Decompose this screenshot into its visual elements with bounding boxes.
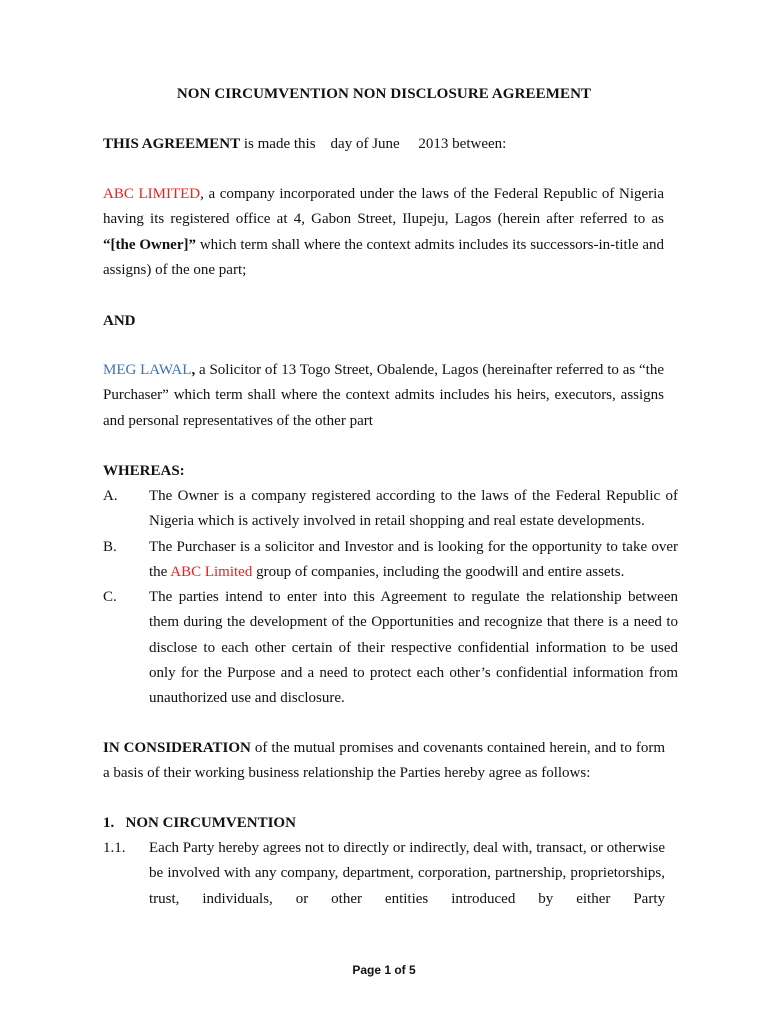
- consideration-lead: IN CONSIDERATION: [103, 740, 251, 756]
- party1-text-b: which term shall where the context admits includes its successors-in-title and assigns) of the one part;: [103, 236, 664, 278]
- intro-text: is made this day of June 2013 between:: [240, 136, 507, 152]
- party1-text-a: , a company incorporated under the laws of the Federal Republic of Nigeria having its registered office at 4, Gabon Street, Ilupeju, Lagos (herein after referred to as: [103, 186, 664, 228]
- party1-owner: “[the Owner]”: [103, 236, 196, 253]
- party2-text: a Solicitor of 13 Togo Street, Obalende, Lagos (hereinafter referred to as “the Purchaser” which term shall where the context admits includes his heirs, executors, assigns and personal representatives of the other part: [103, 362, 665, 429]
- clause-1-1-label: 1.1.: [103, 840, 126, 856]
- intro-paragraph: [103, 132, 664, 157]
- whereas-label-a: A.: [103, 488, 118, 504]
- party1-name: ABC LIMITED: [103, 186, 201, 202]
- consideration-paragraph: [103, 736, 665, 787]
- party2-name: MEG LAWAL: [103, 362, 192, 378]
- whereas-text-a: The Owner is a company registered according to the laws of the Federal Republic of Nigeria which is actively involved in retail shopping and real estate developments.: [149, 488, 678, 530]
- page-number: Page 1 of 5: [352, 963, 416, 977]
- whereas-label-b: B.: [103, 539, 117, 555]
- document-title: NON CIRCUMVENTION NON DISCLOSURE AGREEMENT: [176, 86, 592, 102]
- clause-1-1-text: Each Party hereby agrees not to directly or indirectly, deal with, transact, or otherwise be involved with any company, department, corporation, partnership, proprietorships, trust, individuals, or other entities introduced by either Party: [149, 840, 665, 907]
- party1-paragraph: [103, 182, 664, 283]
- section1-heading: 1. NON CIRCUMVENTION: [103, 815, 296, 831]
- whereas-heading: WHEREAS:: [103, 463, 185, 479]
- party2-paragraph: [103, 358, 664, 434]
- whereas-text-c: The parties intend to enter into this Agreement to regulate the relationship between them during the development of the Opportunities and recognize that there is a need to disclose to each other certain of their respective confidential information to be used only for the Purpose and a need to protect each other’s confidential information from unauthorized use and disclosure.: [149, 589, 678, 707]
- and-label: AND: [103, 313, 136, 329]
- consideration-text: of the mutual promises and covenants contained herein, and to form a basis of their working business relationship the Parties hereby agree as follows:: [103, 740, 665, 782]
- intro-lead: THIS AGREEMENT: [103, 136, 241, 152]
- party2-comma: ,: [191, 362, 196, 378]
- whereas-text-b: The Purchaser is a solicitor and Investor and is looking for the opportunity to take over the ABC Limited group of companies, including the goodwill and entire assets.: [149, 539, 678, 581]
- whereas-label-c: C.: [103, 589, 117, 605]
- whereas-highlight-b: ABC Limited: [170, 564, 253, 581]
